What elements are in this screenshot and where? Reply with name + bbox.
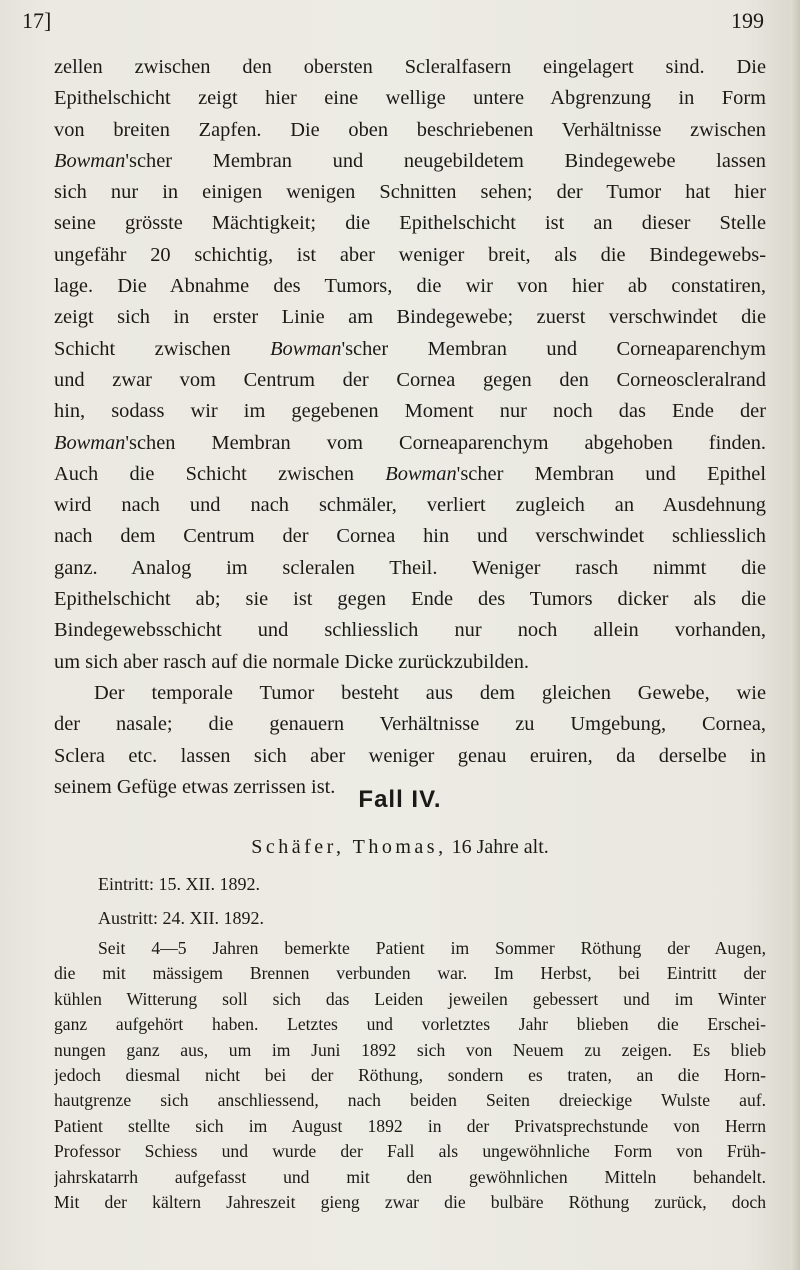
text-line: von breiten Zapfen. Die oben beschriebenen Verhältnisse zwischen <box>54 118 766 141</box>
patient-line <box>0 836 800 859</box>
case-text-line: Mit der kältern Jahreszeit gieng zwar die bulbäre Röthung zurück, doch <box>54 1192 766 1213</box>
discharge-date: Austritt: 24. XII. 1892. <box>98 908 264 928</box>
text-line: Sclera etc. lassen sich aber weniger genau eruiren, da derselbe in <box>54 744 766 767</box>
text-line <box>54 428 766 459</box>
admission-date: Eintritt: 15. XII. 1892. <box>98 874 260 894</box>
patient-name: Schäfer, Thomas, <box>251 836 447 858</box>
text-line: ungefähr 20 schichtig, ist aber weniger breit, als die Bindegewebs- <box>54 243 766 266</box>
text-line: seinem Gefüge etwas zerrissen ist. <box>54 775 336 798</box>
text-segment: 'scher Membran und Epithel <box>456 462 766 485</box>
text-line: lage. Die Abnahme des Tumors, die wir von hier ab constatiren, <box>54 275 766 298</box>
author-name: Bowman <box>270 337 342 360</box>
text-line: um sich aber rasch auf die normale Dicke zurückzubilden. <box>54 650 530 673</box>
case-text-line: Professor Schiess und wurde der Fall als ungewöhnliche Form von Früh- <box>54 1141 766 1162</box>
text-line: Epithelschicht zeigt hier eine wellige untere Abgrenzung in Form <box>54 87 766 110</box>
text-line <box>54 146 766 177</box>
case-text-line: kühlen Witterung soll sich das Leiden jeweilen gebessert und im Winter <box>54 988 766 1009</box>
text-segment: 'scher Membran und neugebildetem Bindegewebe lassen <box>125 149 766 172</box>
text-line: zellen zwischen den obersten Scleralfasern eingelagert sind. Die <box>54 56 766 78</box>
text-line: und zwar vom Centrum der Cornea gegen den Corneoscleralrand <box>54 368 766 391</box>
case-text-line: hautgrenze sich anschliessend, nach beiden Seiten dreieckige Wulste auf. <box>54 1090 766 1111</box>
chapter-number: 17] <box>22 8 52 33</box>
case-text-line: jahrskatarrh aufgefasst und mit den gewöhnlichen Mitteln behandelt. <box>54 1166 766 1187</box>
text-segment: Auch die Schicht zwischen <box>54 462 386 485</box>
page-header <box>22 8 764 38</box>
text-segment: 'scher Membran und Corneaparenchym <box>341 337 766 360</box>
text-line <box>54 459 766 490</box>
text-line: Epithelschicht ab; sie ist gegen Ende des Tumors dicker als die <box>54 588 766 611</box>
author-name: Bowman <box>54 431 126 454</box>
author-name: Bowman <box>54 149 126 172</box>
case-text-line: ganz aufgehört haben. Letztes und vorletztes Jahr blieben die Erschei- <box>54 1014 766 1035</box>
text-line: hin, sodass wir im gegebenen Moment nur noch das Ende der <box>54 400 766 423</box>
text-line: der nasale; die genauern Verhältnisse zu Umgebung, Cornea, <box>54 713 766 736</box>
case-text-line: Seit 4—5 Jahren bemerkte Patient im Sommer Röthung der Augen, <box>98 938 766 958</box>
case-history-text <box>54 936 766 1215</box>
page-spine-shadow <box>790 0 800 1270</box>
case-text-line: nungen ganz aus, um im Juni 1892 sich von Neuem zu zeigen. Es blieb <box>54 1039 766 1060</box>
text-line: Bindegewebsschicht und schliesslich nur noch allein vorhanden, <box>54 619 766 642</box>
text-line: seine grösste Mächtigkeit; die Epithelschicht ist an dieser Stelle <box>54 212 766 235</box>
text-segment: Schicht zwischen <box>54 337 271 360</box>
text-line: zeigt sich in erster Linie am Bindegewebe; zuerst verschwindet die <box>54 306 766 329</box>
case-text-line: die mit mässigem Brennen verbunden war. Im Herbst, bei Eintritt der <box>54 963 766 984</box>
text-line <box>54 334 766 365</box>
text-line: wird nach und nach schmäler, verliert zugleich an Ausdehnung <box>54 494 766 517</box>
case-text-line: jedoch diesmal nicht bei der Röthung, sondern es traten, an die Horn- <box>54 1065 766 1086</box>
patient-age: 16 Jahre alt. <box>451 836 549 858</box>
main-paragraphs <box>54 52 766 803</box>
text-segment: 'schen Membran vom Corneaparenchym abgehoben finden. <box>125 431 766 454</box>
text-line: ganz. Analog im scleralen Theil. Weniger rasch nimmt die <box>54 556 766 579</box>
case-text-line: Patient stellte sich im August 1892 in der Privatsprechstunde von Herrn <box>54 1115 766 1136</box>
page-number: 199 <box>731 8 764 33</box>
text-line: nach dem Centrum der Cornea hin und verschwindet schliesslich <box>54 525 766 548</box>
text-line: Der temporale Tumor besteht aus dem gleichen Gewebe, wie <box>94 681 766 704</box>
case-heading: Fall IV. <box>358 786 442 813</box>
author-name: Bowman <box>385 462 457 485</box>
text-line: sich nur in einigen wenigen Schnitten sehen; der Tumor hat hier <box>54 181 766 204</box>
